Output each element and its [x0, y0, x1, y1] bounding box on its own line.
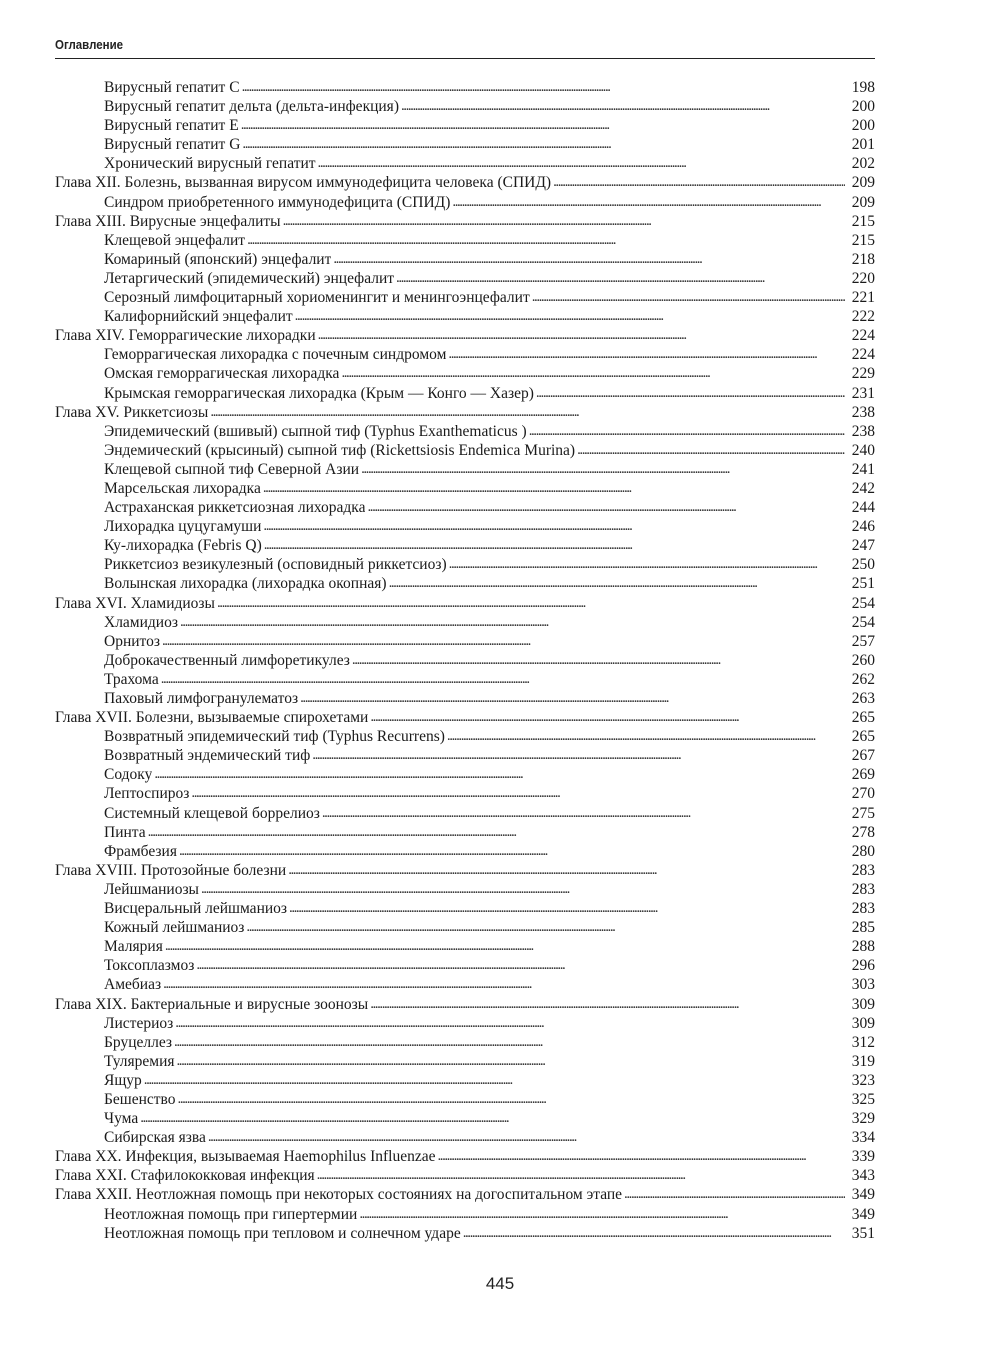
- toc-entry-page: 351: [851, 1224, 875, 1242]
- toc-chapter-entry[interactable]: [55, 594, 875, 613]
- toc-dot-leader: [370, 994, 845, 1014]
- toc-entry-title: Глава XVII. Болезни, вызываемые спирохетами: [55, 709, 369, 727]
- toc-entry-title: Вирусный гепатит дельта (дельта-инфекция): [104, 98, 399, 116]
- toc-entry-page: 339: [851, 1148, 875, 1166]
- toc-dot-leader: [162, 631, 845, 651]
- toc-entry-page: 246: [851, 518, 875, 536]
- toc-section-entry[interactable]: [55, 727, 875, 746]
- toc-dot-leader: [191, 783, 845, 803]
- toc-dot-leader: [163, 974, 845, 994]
- toc-section-entry[interactable]: [55, 899, 875, 918]
- toc-dot-leader: [179, 841, 845, 861]
- toc-entry-title: Эндемический (крысиный) сыпной тиф (Rickettsiosis Endemica Murina): [104, 441, 576, 459]
- toc-section-entry[interactable]: [55, 632, 875, 651]
- toc-dot-leader: [289, 898, 845, 918]
- toc-dot-leader: [154, 764, 845, 784]
- toc-entry-page: 349: [851, 1186, 875, 1204]
- toc-entry-page: 201: [851, 136, 875, 154]
- toc-entry-page: 312: [851, 1033, 875, 1051]
- toc-entry-title: Глава XXI. Стафилококковая инфекция: [55, 1167, 315, 1185]
- toc-entry-page: 200: [851, 98, 875, 116]
- toc-entry-title: Клещевой сыпной тиф Северной Азии: [104, 460, 360, 478]
- toc-entry-page: 343: [851, 1167, 875, 1185]
- toc-entry-title: Глава XII. Болезнь, вызванная вирусом иммунодефицита человека (СПИД): [55, 174, 552, 192]
- toc-entry-page: 265: [851, 709, 875, 727]
- toc-entry-page: 238: [851, 403, 875, 421]
- page-number: 445: [485, 1274, 515, 1293]
- toc-entry-title: Глава XXII. Неотложная помощь при некоторых состояниях на догоспитальном этапе: [55, 1186, 623, 1204]
- toc-entry-title: Возвратный эндемический тиф: [104, 747, 311, 765]
- toc-section-entry[interactable]: [55, 345, 875, 364]
- toc-entry-title: Лихорадка цуцугамуши: [104, 518, 262, 536]
- toc-entry-title: Глава XIV. Геморрагические лихорадки: [55, 327, 316, 345]
- toc-section-entry[interactable]: [55, 689, 875, 708]
- toc-entry-title: Ящур: [104, 1071, 142, 1089]
- toc-entry-page: 309: [851, 1014, 875, 1032]
- toc-entry-title: Кожный лейшманиоз: [104, 919, 245, 937]
- toc-dot-leader: [264, 535, 845, 555]
- toc-entry-title: Глава XIX. Бактериальные и вирусные зоонозы: [55, 995, 369, 1013]
- toc-section-entry[interactable]: [55, 269, 875, 288]
- toc-dot-leader: [447, 726, 845, 746]
- toc-entry-title: Глава XVI. Хламидиозы: [55, 594, 215, 612]
- toc-entry-title: Геморрагическая лихорадка с почечным синдромом: [104, 346, 447, 364]
- toc-dot-leader: [389, 573, 845, 593]
- toc-dot-leader: [178, 1089, 845, 1109]
- toc-dot-leader: [208, 1127, 845, 1147]
- toc-entry-page: 229: [851, 365, 875, 383]
- toc-entry-page: 257: [851, 632, 875, 650]
- table-of-contents: [55, 78, 875, 1243]
- toc-entry-title: Комариный (японский) энцефалит: [104, 250, 332, 268]
- toc-section-entry[interactable]: [55, 937, 875, 956]
- toc-entry-page: 319: [851, 1052, 875, 1070]
- toc-dot-leader: [174, 1032, 845, 1052]
- toc-entry-page: 265: [851, 728, 875, 746]
- toc-entry-page: 309: [851, 995, 875, 1013]
- toc-entry-page: 209: [851, 174, 875, 192]
- toc-entry-page: 254: [851, 613, 875, 631]
- toc-entry-page: 349: [851, 1205, 875, 1223]
- toc-dot-leader: [144, 1070, 845, 1090]
- toc-section-entry[interactable]: [55, 804, 875, 823]
- toc-entry-title: Неотложная помощь при тепловом и солнечном ударе: [104, 1224, 461, 1242]
- toc-entry-page: 224: [851, 346, 875, 364]
- toc-entry-page: 198: [851, 79, 875, 96]
- toc-entry-page: 215: [851, 212, 875, 230]
- toc-dot-leader: [352, 650, 845, 670]
- toc-entry-page: 334: [851, 1129, 875, 1147]
- toc-entry-page: 202: [851, 155, 875, 173]
- toc-entry-title: Хламидиоз: [104, 613, 178, 631]
- toc-entry-page: 244: [851, 499, 875, 517]
- toc-section-entry[interactable]: [55, 460, 875, 479]
- toc-section-entry[interactable]: [55, 498, 875, 517]
- toc-entry-title: Бруцеллез: [104, 1033, 173, 1051]
- toc-entry-page: 280: [851, 842, 875, 860]
- toc-dot-leader: [437, 1146, 845, 1166]
- toc-chapter-entry[interactable]: [55, 1166, 875, 1185]
- toc-entry-page: 296: [851, 957, 875, 975]
- toc-dot-leader: [333, 249, 845, 269]
- toc-entry-page: 285: [851, 919, 875, 937]
- toc-section-entry[interactable]: [55, 307, 875, 326]
- toc-entry-page: 218: [851, 250, 875, 268]
- toc-entry-page: 270: [851, 785, 875, 803]
- toc-chapter-entry[interactable]: [55, 173, 875, 192]
- toc-entry-page: 224: [851, 327, 875, 345]
- toc-entry-page: 222: [851, 308, 875, 326]
- toc-dot-leader: [300, 688, 845, 708]
- toc-section-entry[interactable]: [55, 384, 875, 403]
- toc-section-entry[interactable]: [55, 918, 875, 937]
- toc-dot-leader: [242, 134, 845, 154]
- toc-dot-leader: [341, 363, 845, 383]
- toc-entry-title: Лептоспироз: [104, 785, 190, 803]
- toc-dot-leader: [283, 211, 845, 231]
- toc-dot-leader: [140, 1108, 845, 1128]
- toc-section-entry[interactable]: [55, 1052, 875, 1071]
- toc-dot-leader: [529, 421, 845, 441]
- toc-entry-page: 262: [851, 670, 875, 688]
- toc-entry-title: Синдром приобретенного иммунодефицита (СПИД): [104, 193, 451, 211]
- toc-dot-leader: [177, 1051, 846, 1071]
- toc-dot-leader: [532, 287, 845, 307]
- toc-dot-leader: [463, 1223, 845, 1243]
- toc-entry-title: Эпидемический (вшивый) сыпной тиф (Typhus Exanthematicus ): [104, 422, 527, 440]
- toc-entry-title: Астраханская риккетсиозная лихорадка: [104, 499, 366, 517]
- toc-section-entry[interactable]: [55, 193, 875, 212]
- toc-dot-leader: [217, 593, 845, 613]
- toc-section-entry[interactable]: [55, 250, 875, 269]
- toc-dot-leader: [449, 554, 845, 574]
- toc-section-entry[interactable]: [55, 1071, 875, 1090]
- toc-chapter-entry[interactable]: [55, 326, 875, 345]
- toc-section-entry[interactable]: [55, 574, 875, 593]
- toc-entry-page: 242: [851, 479, 875, 497]
- toc-entry-page: 275: [851, 804, 875, 822]
- toc-entry-title: Орнитоз: [104, 632, 160, 650]
- toc-entry-title: Омская геморрагическая лихорадка: [104, 365, 340, 383]
- toc-entry-page: 231: [851, 384, 875, 402]
- toc-chapter-entry[interactable]: [55, 212, 875, 231]
- toc-section-entry[interactable]: [55, 765, 875, 784]
- toc-dot-leader: [322, 803, 845, 823]
- toc-entry-title: Фрамбезия: [104, 842, 177, 860]
- toc-entry-title: Вирусный гепатит С: [104, 79, 240, 96]
- toc-entry-title: Глава XVIII. Протозойные болезни: [55, 861, 287, 879]
- toc-dot-leader: [263, 516, 845, 536]
- toc-entry-title: Глава XIII. Вирусные энцефалиты: [55, 212, 281, 230]
- toc-entry-page: 220: [851, 269, 875, 287]
- toc-chapter-entry[interactable]: [55, 1185, 875, 1204]
- toc-entry-page: 323: [851, 1071, 875, 1089]
- toc-section-entry[interactable]: [55, 78, 875, 97]
- toc-section-entry[interactable]: [55, 517, 875, 536]
- toc-dot-leader: [536, 383, 845, 403]
- toc-dot-leader: [448, 344, 845, 364]
- toc-entry-page: 269: [851, 766, 875, 784]
- toc-chapter-entry[interactable]: [55, 708, 875, 727]
- toc-section-entry[interactable]: [55, 842, 875, 861]
- toc-section-entry[interactable]: [55, 956, 875, 975]
- toc-entry-title: Серозный лимфоцитарный хориоменингит и менингоэнцефалит: [104, 289, 530, 307]
- toc-entry-title: Хронический вирусный гепатит: [104, 155, 316, 173]
- toc-entry-title: Марсельская лихорадка: [104, 479, 261, 497]
- toc-entry-page: 209: [851, 193, 875, 211]
- toc-dot-leader: [317, 1165, 845, 1185]
- toc-section-entry[interactable]: [55, 288, 875, 307]
- toc-section-entry[interactable]: [55, 880, 875, 899]
- toc-entry-title: Возвратный эпидемический тиф (Typhus Recurrens): [104, 728, 445, 746]
- toc-entry-page: 267: [851, 747, 875, 765]
- toc-dot-leader: [241, 115, 845, 135]
- toc-dot-leader: [396, 268, 845, 288]
- toc-section-entry[interactable]: [55, 536, 875, 555]
- toc-entry-page: 215: [851, 231, 875, 249]
- toc-entry-title: Волынская лихорадка (лихорадка окопная): [104, 575, 387, 593]
- toc-section-entry[interactable]: [55, 97, 875, 116]
- toc-dot-leader: [295, 306, 845, 326]
- toc-entry-page: 221: [851, 289, 875, 307]
- toc-entry-title: Риккетсиоз везикулезный (осповидный риккетсиоз): [104, 556, 447, 574]
- toc-section-entry[interactable]: [55, 555, 875, 574]
- toc-chapter-entry[interactable]: [55, 861, 875, 880]
- toc-dot-leader: [553, 172, 845, 192]
- toc-entry-page: 329: [851, 1110, 875, 1128]
- toc-entry-page: 303: [851, 976, 875, 994]
- toc-dot-leader: [247, 230, 845, 250]
- toc-dot-leader: [242, 77, 845, 97]
- toc-section-entry[interactable]: [55, 613, 875, 632]
- toc-entry-title: Токсоплазмоз: [104, 957, 195, 975]
- toc-dot-leader: [361, 459, 845, 479]
- toc-entry-page: 260: [851, 651, 875, 669]
- toc-entry-title: Висцеральный лейшманиоз: [104, 900, 288, 918]
- toc-section-entry[interactable]: [55, 135, 875, 154]
- toc-dot-leader: [196, 955, 845, 975]
- toc-dot-leader: [452, 192, 845, 212]
- toc-chapter-entry[interactable]: [55, 995, 875, 1014]
- toc-entry-page: 288: [851, 938, 875, 956]
- toc-section-entry[interactable]: [55, 1128, 875, 1147]
- toc-dot-leader: [359, 1204, 845, 1224]
- toc-entry-page: 283: [851, 880, 875, 898]
- toc-entry-title: Туляремия: [104, 1052, 175, 1070]
- toc-section-entry[interactable]: [55, 441, 875, 460]
- toc-dot-leader: [263, 478, 845, 498]
- toc-dot-leader: [148, 822, 845, 842]
- toc-entry-page: 241: [851, 460, 875, 478]
- toc-entry-title: Глава XV. Риккетсиозы: [55, 403, 209, 421]
- toc-entry-title: Чума: [104, 1110, 139, 1128]
- toc-section-entry[interactable]: [55, 1109, 875, 1128]
- toc-section-entry[interactable]: [55, 1205, 875, 1224]
- toc-dot-leader: [401, 96, 845, 116]
- toc-entry-title: Калифорнийский энцефалит: [104, 308, 293, 326]
- toc-entry-title: Содоку: [104, 766, 153, 784]
- toc-entry-title: Паховый лимфогранулематоз: [104, 690, 299, 707]
- toc-dot-leader: [318, 153, 845, 173]
- toc-entry-title: Доброкачественный лимфоретикулез: [104, 651, 350, 669]
- toc-entry-title: Летаргический (эпидемический) энцефалит: [104, 269, 395, 287]
- toc-section-entry[interactable]: [55, 422, 875, 441]
- toc-dot-leader: [165, 936, 845, 956]
- toc-dot-leader: [312, 745, 845, 765]
- toc-entry-title: Бешенство: [104, 1090, 176, 1108]
- toc-entry-page: 200: [851, 117, 875, 135]
- toc-entry-title: Вирусный гепатит G: [104, 136, 241, 154]
- toc-dot-leader: [288, 860, 845, 880]
- toc-section-entry[interactable]: [55, 823, 875, 842]
- toc-dot-leader: [624, 1184, 845, 1204]
- toc-section-entry[interactable]: [55, 1224, 875, 1243]
- toc-section-entry[interactable]: [55, 651, 875, 670]
- running-header-title: Оглавление: [55, 38, 124, 52]
- toc-dot-leader: [161, 669, 845, 689]
- toc-chapter-entry[interactable]: [55, 403, 875, 422]
- toc-entry-page: 251: [851, 575, 875, 593]
- toc-entry-page: 238: [851, 422, 875, 440]
- toc-chapter-entry[interactable]: [55, 1147, 875, 1166]
- running-header: [55, 36, 875, 59]
- toc-entry-title: Неотложная помощь при гипертермии: [104, 1205, 358, 1223]
- toc-entry-page: 325: [851, 1090, 875, 1108]
- toc-section-entry[interactable]: [55, 975, 875, 994]
- toc-entry-page: 254: [851, 594, 875, 612]
- toc-entry-title: Системный клещевой боррелиоз: [104, 804, 320, 822]
- toc-section-entry[interactable]: [55, 1033, 875, 1052]
- toc-dot-leader: [175, 1013, 845, 1033]
- toc-entry-page: 250: [851, 556, 875, 574]
- toc-section-entry[interactable]: [55, 784, 875, 803]
- toc-dot-leader: [246, 917, 845, 937]
- toc-section-entry[interactable]: [55, 1090, 875, 1109]
- toc-entry-page: 283: [851, 900, 875, 918]
- toc-dot-leader: [318, 325, 845, 345]
- toc-entry-title: Сибирская язва: [104, 1129, 206, 1147]
- toc-entry-page: 240: [851, 441, 875, 459]
- toc-entry-title: Листериоз: [104, 1014, 174, 1032]
- toc-dot-leader: [370, 707, 845, 727]
- toc-dot-leader: [577, 440, 845, 460]
- toc-section-entry[interactable]: [55, 364, 875, 383]
- toc-section-entry[interactable]: [55, 479, 875, 498]
- toc-entry-title: Ку-лихорадка (Febris Q): [104, 537, 262, 555]
- toc-entry-title: Вирусный гепатит Е: [104, 117, 239, 135]
- toc-entry-title: Клещевой энцефалит: [104, 231, 246, 249]
- toc-dot-leader: [180, 612, 845, 632]
- toc-section-entry[interactable]: [55, 1014, 875, 1033]
- toc-entry-title: Лейшманиозы: [104, 880, 199, 898]
- toc-dot-leader: [201, 879, 845, 899]
- toc-entry-page: 283: [851, 861, 875, 879]
- toc-section-entry[interactable]: [55, 670, 875, 689]
- toc-dot-leader: [210, 402, 845, 422]
- toc-entry-title: Малярия: [104, 938, 163, 956]
- toc-section-entry[interactable]: [55, 231, 875, 250]
- toc-dot-leader: [367, 497, 845, 517]
- toc-section-entry[interactable]: [55, 116, 875, 135]
- toc-entry-title: Крымская геморрагическая лихорадка (Крым — Конго — Хазер): [104, 384, 534, 402]
- toc-entry-page: 278: [851, 823, 875, 841]
- toc-entry-title: Трахома: [104, 670, 159, 688]
- toc-entry-title: Пинта: [104, 823, 146, 841]
- toc-entry-title: Амебиаз: [104, 976, 162, 994]
- toc-entry-page: 247: [851, 537, 875, 555]
- toc-entry-page: 263: [851, 690, 875, 707]
- toc-section-entry[interactable]: [55, 154, 875, 173]
- toc-section-entry[interactable]: [55, 746, 875, 765]
- toc-entry-title: Глава XX. Инфекция, вызываемая Haemophilus Influenzae: [55, 1148, 436, 1166]
